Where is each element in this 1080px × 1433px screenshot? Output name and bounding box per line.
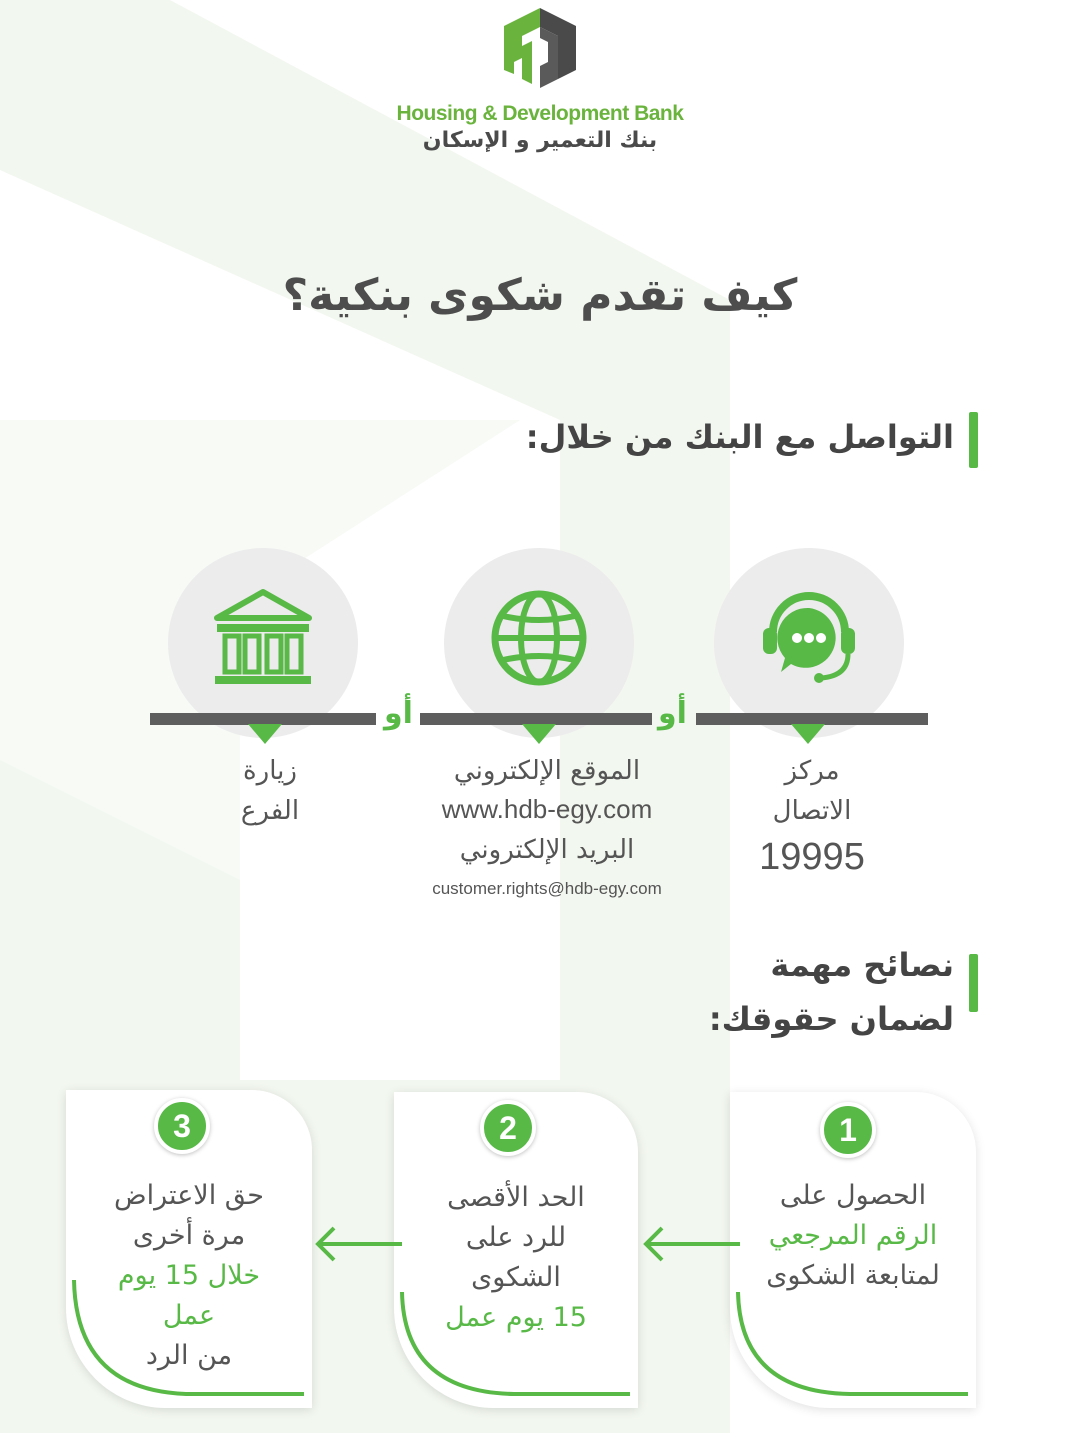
arrow-left-icon (312, 1224, 402, 1264)
tip-card-text (394, 1178, 638, 1338)
hdb-logo-icon (502, 6, 578, 90)
tip-line: حق الاعتراض (114, 1180, 264, 1211)
call-center-circle (714, 548, 904, 738)
tip-number-badge: 1 (820, 1102, 876, 1158)
email-label: البريد الإلكتروني (459, 835, 635, 865)
branch-line1: زيارة (243, 756, 297, 786)
branch-line2: الفرع (240, 796, 300, 826)
tip-card-text (730, 1176, 976, 1296)
website-url[interactable]: www.hdb-egy.com (441, 794, 653, 824)
timeline-marker-icon (248, 724, 282, 744)
tips-heading-line1: نصائح مهمة (770, 946, 954, 984)
tip-line-highlight: عمل (162, 1300, 216, 1331)
tip-line: الحد الأقصى (447, 1182, 585, 1213)
timeline-marker-icon (791, 724, 825, 744)
call-center-line2: الاتصال (772, 796, 852, 826)
tip-line-highlight: خلال 15 يوم (117, 1260, 261, 1291)
logo (0, 0, 1080, 170)
website-label: الموقع الإلكتروني (453, 756, 641, 786)
logo-name-en: Housing & Development Bank (396, 102, 684, 125)
tip-line: الحصول على (779, 1180, 927, 1211)
tip-line: لمتابعة الشكوى (766, 1260, 940, 1291)
tip-number-badge: 2 (480, 1100, 536, 1156)
website-circle (444, 548, 634, 738)
contact-heading: التواصل مع البنك من خلال: (525, 418, 954, 456)
tip-card (66, 1090, 312, 1408)
tip-line: مرة أخرى (132, 1220, 246, 1251)
tip-number-badge: 3 (154, 1098, 210, 1154)
or-label: أو (658, 696, 687, 731)
tip-line: الشكوى (471, 1262, 561, 1293)
bank-building-icon (213, 588, 313, 688)
or-label: أو (384, 696, 413, 731)
tip-line-highlight: 15 يوم عمل (445, 1302, 587, 1333)
logo-name-ar: بنك التعمير و الإسكان (422, 128, 658, 153)
tip-card-text (66, 1176, 312, 1376)
call-center-line1: مركز (784, 756, 840, 786)
branch-text (160, 756, 380, 826)
headset-chat-icon (759, 588, 859, 688)
tip-card (730, 1092, 976, 1408)
tip-card (394, 1092, 638, 1408)
tips-heading-line2: لضمان حقوقك: (708, 1000, 954, 1038)
branch-circle (168, 548, 358, 738)
globe-icon (489, 588, 589, 688)
arrow-left-icon (640, 1224, 740, 1264)
timeline-marker-icon (522, 724, 556, 744)
tip-line: للرد على (465, 1222, 567, 1253)
call-center-number[interactable]: 19995 (759, 836, 865, 878)
email-address[interactable]: customer.rights@hdb-egy.com (432, 879, 662, 898)
tip-line: من الرد (145, 1340, 233, 1371)
website-text (412, 756, 682, 899)
page-title: كيف تقدم شكوى بنكية؟ (282, 270, 798, 321)
section-accent-bar (969, 954, 978, 1012)
section-accent-bar (969, 412, 978, 468)
tip-line-highlight: الرقم المرجعي (768, 1220, 938, 1251)
call-center-text (700, 756, 924, 879)
